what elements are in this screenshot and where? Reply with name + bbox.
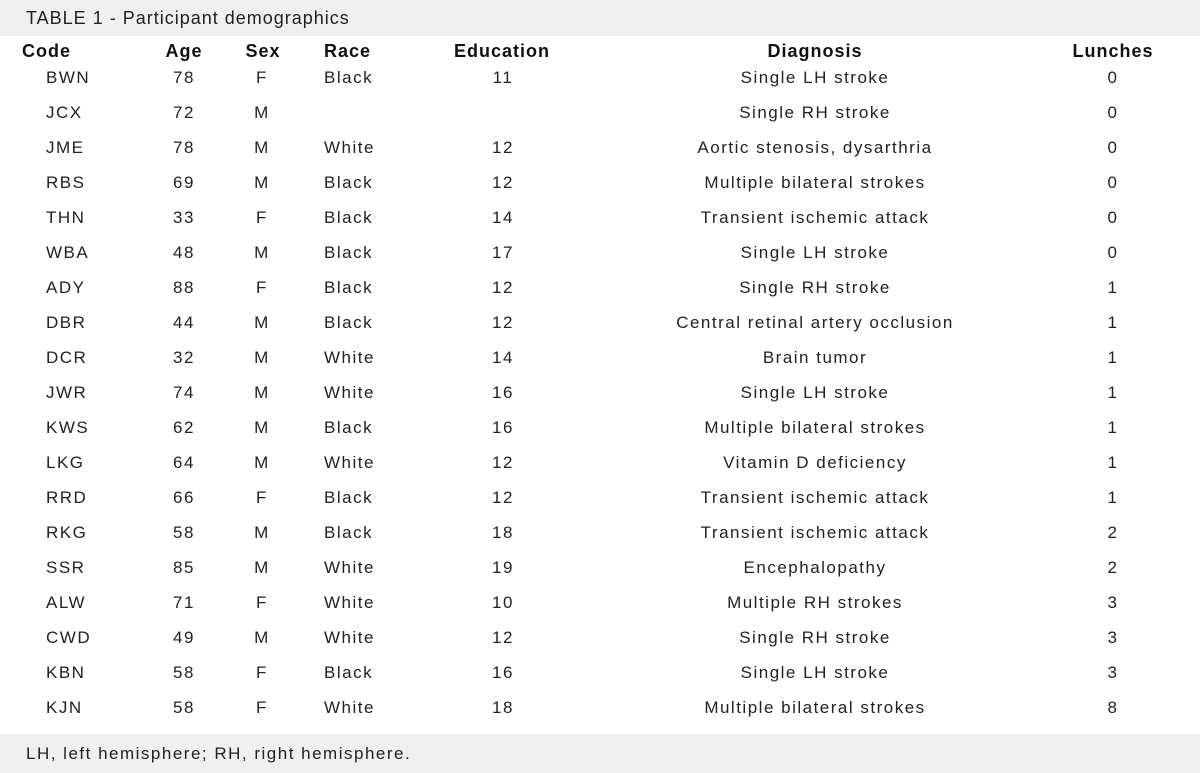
table-row (0, 445, 1200, 480)
cell-age: 58 (173, 523, 195, 542)
table-caption-bar (0, 0, 1200, 36)
table-row (0, 165, 1200, 200)
column-header-education: Education (453, 41, 551, 61)
cell-diagnosis: Transient ischemic attack (700, 208, 930, 227)
cell-age: 85 (173, 558, 195, 577)
cell-age: 58 (173, 663, 195, 682)
cell-code: CWD (46, 628, 92, 647)
cell-age: 71 (173, 593, 195, 612)
cell-age: 72 (173, 103, 195, 122)
cell-age: 62 (173, 418, 195, 437)
cell-sex: F (256, 663, 268, 682)
cell-code: WBA (46, 243, 90, 262)
cell-sex: F (256, 593, 268, 612)
cell-race: Black (324, 278, 374, 297)
cell-code: THN (46, 208, 86, 227)
cell-code: RRD (46, 488, 88, 507)
cell-race: Black (324, 523, 374, 542)
cell-race: White (324, 383, 375, 402)
cell-diagnosis: Single RH stroke (739, 103, 891, 122)
cell-sex: M (254, 138, 270, 157)
cell-age: 44 (173, 313, 195, 332)
cell-lunches: 2 (1107, 558, 1119, 577)
cell-code: KWS (46, 418, 90, 437)
table-row (0, 305, 1200, 340)
cell-lunches: 0 (1107, 138, 1119, 157)
table-row (0, 585, 1200, 620)
cell-age: 66 (173, 488, 195, 507)
cell-race: Black (324, 243, 374, 262)
cell-diagnosis: Encephalopathy (743, 558, 887, 577)
cell-age: 69 (173, 173, 195, 192)
cell-race: Black (324, 313, 374, 332)
cell-age: 58 (173, 698, 195, 717)
cell-sex: M (254, 523, 270, 542)
cell-code: JME (46, 138, 85, 157)
cell-code: DCR (46, 348, 88, 367)
cell-code: BWN (46, 68, 91, 87)
cell-diagnosis: Transient ischemic attack (700, 523, 930, 542)
table-row (0, 375, 1200, 410)
cell-sex: M (254, 628, 270, 647)
cell-lunches: 8 (1107, 698, 1119, 717)
cell-sex: M (254, 348, 270, 367)
cell-sex: M (254, 558, 270, 577)
cell-code: ADY (46, 278, 86, 297)
table-row (0, 690, 1200, 725)
cell-sex: F (256, 68, 268, 87)
table-row (0, 60, 1200, 95)
cell-education: 16 (492, 418, 514, 437)
cell-education: 12 (492, 488, 514, 507)
cell-education: 12 (492, 138, 514, 157)
table-row (0, 200, 1200, 235)
cell-race: White (324, 558, 375, 577)
cell-race: White (324, 138, 375, 157)
column-header-lunches: Lunches (1072, 41, 1154, 61)
cell-lunches: 0 (1107, 173, 1119, 192)
cell-age: 64 (173, 453, 195, 472)
cell-diagnosis: Multiple RH strokes (727, 593, 903, 612)
table-body (0, 60, 1200, 725)
cell-age: 33 (173, 208, 195, 227)
cell-sex: M (254, 313, 270, 332)
cell-education: 18 (492, 698, 514, 717)
cell-age: 32 (173, 348, 195, 367)
cell-code: KJN (46, 698, 83, 717)
cell-race: White (324, 453, 375, 472)
cell-code: JCX (46, 103, 83, 122)
cell-education: 14 (492, 348, 514, 367)
column-header-age: Age (165, 41, 203, 61)
cell-sex: M (254, 453, 270, 472)
cell-code: RKG (46, 523, 88, 542)
cell-diagnosis: Transient ischemic attack (700, 488, 930, 507)
cell-diagnosis: Brain tumor (762, 348, 868, 367)
cell-sex: M (254, 173, 270, 192)
cell-code: ALW (46, 593, 87, 612)
cell-sex: M (254, 243, 270, 262)
cell-education: 17 (492, 243, 514, 262)
cell-diagnosis: Single LH stroke (740, 243, 890, 262)
cell-code: RBS (46, 173, 86, 192)
table-row (0, 515, 1200, 550)
cell-lunches: 3 (1107, 593, 1119, 612)
cell-sex: M (254, 418, 270, 437)
cell-sex: F (256, 488, 268, 507)
cell-race: White (324, 628, 375, 647)
cell-race: Black (324, 663, 374, 682)
column-header-diagnosis: Diagnosis (767, 41, 863, 61)
cell-lunches: 2 (1107, 523, 1119, 542)
cell-education: 16 (492, 383, 514, 402)
cell-diagnosis: Single RH stroke (739, 278, 891, 297)
cell-race: White (324, 348, 375, 367)
cell-age: 78 (173, 138, 195, 157)
cell-race: White (324, 593, 375, 612)
cell-education: 12 (492, 453, 514, 472)
column-header-code: Code (22, 41, 71, 61)
cell-race: Black (324, 418, 374, 437)
cell-sex: F (256, 698, 268, 717)
cell-education: 12 (492, 628, 514, 647)
cell-race: Black (324, 68, 374, 87)
table-footnote: LH, left hemisphere; RH, right hemisphere. (26, 744, 412, 763)
cell-race: Black (324, 173, 374, 192)
cell-diagnosis: Single LH stroke (740, 68, 890, 87)
cell-education: 19 (492, 558, 514, 577)
cell-lunches: 0 (1107, 243, 1119, 262)
cell-lunches: 1 (1107, 488, 1119, 507)
cell-diagnosis: Multiple bilateral strokes (704, 173, 926, 192)
cell-lunches: 1 (1107, 278, 1119, 297)
cell-age: 88 (173, 278, 195, 297)
cell-lunches: 0 (1107, 103, 1119, 122)
cell-diagnosis: Single RH stroke (739, 628, 891, 647)
column-header-sex: Sex (245, 41, 281, 61)
table-row (0, 480, 1200, 515)
cell-education: 16 (492, 663, 514, 682)
cell-lunches: 1 (1107, 418, 1119, 437)
table-row (0, 130, 1200, 165)
cell-education: 11 (492, 68, 514, 87)
cell-lunches: 1 (1107, 348, 1119, 367)
cell-education: 12 (492, 173, 514, 192)
cell-code: SSR (46, 558, 86, 577)
cell-lunches: 3 (1107, 663, 1119, 682)
cell-code: JWR (46, 383, 88, 402)
cell-education: 12 (492, 278, 514, 297)
cell-lunches: 1 (1107, 453, 1119, 472)
cell-age: 49 (173, 628, 195, 647)
cell-sex: M (254, 103, 270, 122)
cell-diagnosis: Single LH stroke (740, 383, 890, 402)
table-row (0, 550, 1200, 585)
cell-code: KBN (46, 663, 86, 682)
cell-diagnosis: Aortic stenosis, dysarthria (697, 138, 933, 157)
cell-lunches: 0 (1107, 208, 1119, 227)
cell-race: Black (324, 488, 374, 507)
table-row (0, 410, 1200, 445)
cell-sex: M (254, 383, 270, 402)
cell-sex: F (256, 208, 268, 227)
table-footnote-bar (0, 734, 1200, 773)
cell-diagnosis: Multiple bilateral strokes (704, 418, 926, 437)
cell-lunches: 3 (1107, 628, 1119, 647)
table-row (0, 655, 1200, 690)
cell-code: DBR (46, 313, 87, 332)
cell-code: LKG (46, 453, 85, 472)
table-row (0, 235, 1200, 270)
cell-diagnosis: Multiple bilateral strokes (704, 698, 926, 717)
cell-race: Black (324, 208, 374, 227)
cell-age: 74 (173, 383, 195, 402)
cell-diagnosis: Single LH stroke (740, 663, 890, 682)
cell-lunches: 1 (1107, 383, 1119, 402)
table-row (0, 620, 1200, 655)
cell-lunches: 0 (1107, 68, 1119, 87)
table-row (0, 95, 1200, 130)
cell-education: 10 (492, 593, 514, 612)
cell-sex: F (256, 278, 268, 297)
table-caption: TABLE 1 - Participant demographics (26, 8, 350, 28)
cell-education: 12 (492, 313, 514, 332)
cell-age: 78 (173, 68, 195, 87)
cell-education: 14 (492, 208, 514, 227)
cell-education: 18 (492, 523, 514, 542)
table-row (0, 340, 1200, 375)
cell-age: 48 (173, 243, 195, 262)
cell-race: White (324, 698, 375, 717)
column-header-race: Race (324, 41, 372, 61)
cell-diagnosis: Central retinal artery occlusion (676, 313, 954, 332)
cell-lunches: 1 (1107, 313, 1119, 332)
table-row (0, 270, 1200, 305)
cell-diagnosis: Vitamin D deficiency (723, 453, 907, 472)
